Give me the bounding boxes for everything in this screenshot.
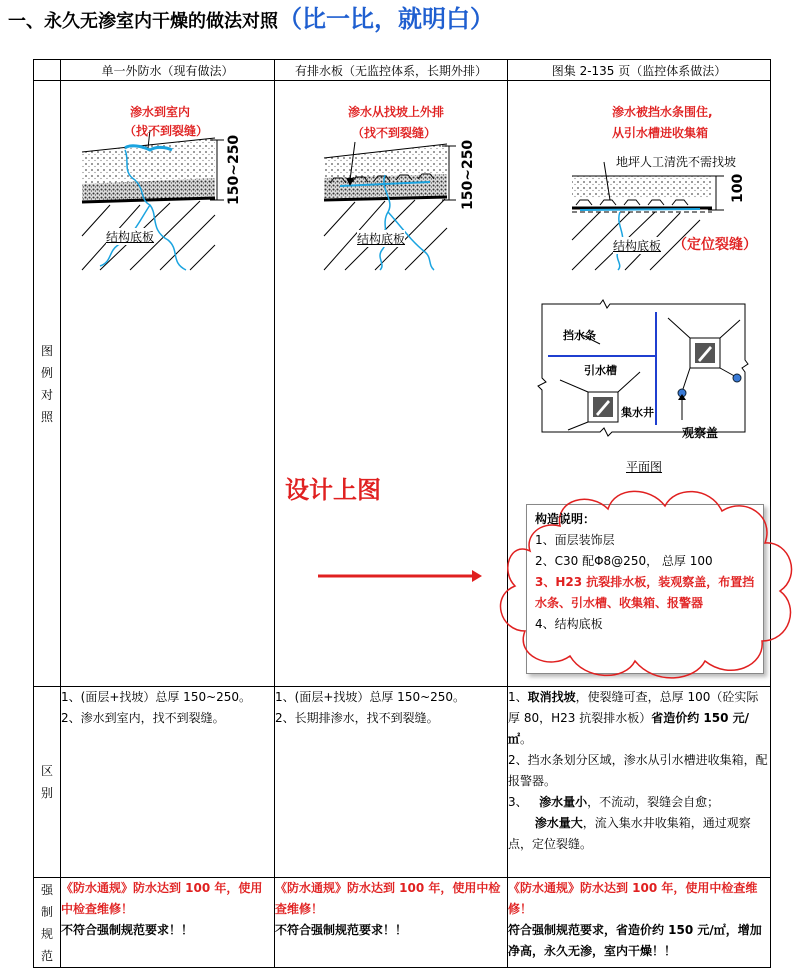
fig3-base-label: 结构底板 bbox=[613, 239, 662, 253]
fig1-dimension: 150~250 bbox=[226, 134, 242, 205]
plan-well-label: 集水井 bbox=[621, 406, 654, 419]
fig3-note: 地坪人工清洗不需找坡 bbox=[616, 155, 737, 169]
header-col2: 有排水板（无监控体系，长期外排） bbox=[275, 60, 508, 81]
fig1-callout-1: 渗水到室内 bbox=[130, 105, 191, 119]
plan-caption: 平面图 bbox=[626, 460, 663, 474]
row-label-figure: 图 例 对 照 bbox=[34, 81, 61, 687]
fig2-base-label: 结构底板 bbox=[357, 232, 406, 246]
title-main: 一、永久无渗室内干燥的做法对照 bbox=[8, 11, 278, 32]
design-arrow bbox=[318, 570, 482, 582]
row-label-code: 强 制 规 范 bbox=[34, 878, 61, 968]
diff-col2: 1、(面层+找坡）总厚 150~250。 2、长期排渗水，找不到裂缝。 bbox=[275, 687, 508, 878]
plan-cover-label: 观察盖 bbox=[682, 426, 719, 440]
code-col1: 《防水通规》防水达到 100 年，使用中检查维修！ 不符合强制规范要求！！ bbox=[61, 878, 275, 968]
header-col3: 图集 2-135 页（监控体系做法） bbox=[508, 60, 771, 81]
fig2-callout-2: （找不到裂缝） bbox=[352, 126, 437, 140]
code-col3: 《防水通规》防水达到 100 年，使用中检查维修！ 符合强制规范要求，省造价约 150 元/㎡，增加净高，永久无渗，室内干燥！！ bbox=[508, 878, 771, 968]
section-figure-1 bbox=[82, 130, 224, 270]
diff-col3: 1、取消找坡，使裂缝可查，总厚 100（砼实际厚 80，H23 抗裂排水板）省造价约 150 元/㎡。 2、挡水条划分区域，渗水从引水槽进收集箱，配报警器。 3、 渗水量小，不流动，裂缝会自愈； 渗水量大，流入集水井收集箱，通过观察点，定位裂缝。 bbox=[508, 687, 771, 878]
code-col2: 《防水通规》防水达到 100 年，使用中检查维修！ 不符合强制规范要求！！ bbox=[275, 878, 508, 968]
fig1-base-label: 结构底板 bbox=[106, 230, 155, 244]
fig3-callout-2: 从引水槽进收集箱 bbox=[612, 126, 709, 140]
fig2-dimension: 150~250 bbox=[460, 139, 476, 210]
plan-dam-label: 挡水条 bbox=[563, 329, 596, 342]
construction-note: 构造说明： 1、面层装饰层 2、C30 配Φ8@250， 总厚 100 3、H23 抗裂排水板，装观察盖，布置挡水条、引水槽、收集箱、报警器 4、结构底板 bbox=[526, 504, 764, 674]
fig3-dimension: 100 bbox=[730, 173, 746, 203]
header-col1: 单一外防水（现有做法） bbox=[61, 60, 275, 81]
section-figure-2 bbox=[324, 142, 456, 270]
fig2-callout-1: 渗水从找坡上外排 bbox=[348, 105, 445, 119]
fig3-callout-1: 渗水被挡水条围住, bbox=[612, 105, 713, 119]
diff-col1: 1、(面层+找坡）总厚 150~250。 2、渗水到室内，找不到裂缝。 bbox=[61, 687, 275, 878]
plan-groove-label: 引水槽 bbox=[584, 364, 617, 377]
fig1-callout-2: （找不到裂缝） bbox=[124, 124, 209, 138]
design-label: 设计上图 bbox=[285, 476, 381, 504]
row-label-diff: 区 别 bbox=[34, 687, 61, 878]
title-accent: （比一比，就明白） bbox=[278, 5, 494, 33]
fig3-locate-label: （定位裂缝） bbox=[673, 237, 757, 253]
